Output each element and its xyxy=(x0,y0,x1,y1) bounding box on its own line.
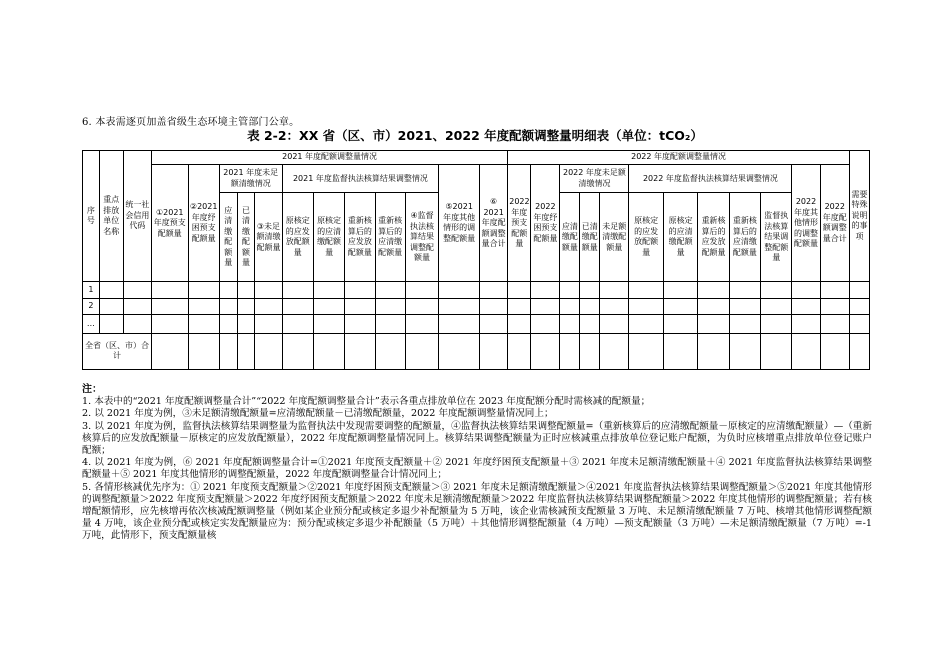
header-credit-code: 统一社会信用代码 xyxy=(123,151,151,282)
row-number: … xyxy=(83,315,100,334)
header-2022-other: 2022 年度其他情形的调整配额量 xyxy=(792,165,820,282)
header-2021-payable: 应清缴配额量 xyxy=(219,193,237,282)
header-2021-orig-pay: 原核定的应清缴配额量 xyxy=(313,193,344,282)
note-4: 4. 以 2021 年度为例，⑥ 2021 年度配额调整量合计=①2021 年度预支配额量＋② 2021 年度纾困预支配额量＋③ 2021 年度未足额清缴配额量＋④ 2021 年度监督执法核算结果调整配额量＋⑤ 2021 年度其他情形的调整配额量，2022 年度配额调整量合计情况同上； xyxy=(82,457,872,481)
note-1: 1. 本表中的“2021 年度配额调整量合计”“2022 年度配额调整量合计”表示各重点排放单位在 2023 年度配额分配时需核减的配额量； xyxy=(82,396,651,408)
table-row xyxy=(83,298,870,315)
header-2022-orig-pay: 原核定的应清缴配额量 xyxy=(663,193,697,282)
notes-section xyxy=(82,384,872,543)
row-number: 2 xyxy=(83,298,100,315)
table-row xyxy=(83,282,870,299)
header-2022-total: 2022 年度配额调整量合计 xyxy=(820,165,849,282)
header-2021-audit-group: 2021 年度监督执法核算结果调整情况 xyxy=(282,165,439,193)
header-2022-orig-issue: 原核定的应发放配额量 xyxy=(629,193,663,282)
header-2022-new-issue: 重新核算后的应发放配额量 xyxy=(698,193,729,282)
header-2021-relief: ②2021 年度纾困预支配额量 xyxy=(188,165,219,282)
header-2022-prepaid: 2022 年度预支配额量 xyxy=(508,165,531,282)
header-2021-new-issue: 重新核算后的应发放配额量 xyxy=(345,193,375,282)
header-2021-new-pay: 重新核算后的应清缴配额量 xyxy=(375,193,405,282)
header-2021-paid: 已清缴配额量 xyxy=(237,193,255,282)
header-group-2022: 2022 年度配额调整量情况 xyxy=(508,151,850,165)
note-2: 2. 以 2021 年度为例，③未足额清缴配额量=应清缴配额量－已清缴配额量，2022 年度配额调整量情况同上； xyxy=(82,408,554,420)
header-2021-total: ⑥ 2021 年度配额调整量合计 xyxy=(480,165,508,282)
note-5: 5. 各情形核减优先序为：① 2021 年度预支配额量＞②2021 年度纾困预支配额量＞③ 2021 年度未足额清缴配额量＞④2021 年度监督执法核算结果调整配额量＞⑤2021 年度其他情形的调整配额量＞2022 年度预支配额量＞2022 年度纾困预支配额量＞2022 年度未足额清缴配额量＞2022 年度监督执法核算结果调整配额量＞2022 年度其他情形的调整配额量；若有核增配额情形，应先核增再依次核减配额调整量（例如某企业预分配或核定多退少补配额量为 5 万吨，该企业需核减预支配额量 3 万吨、未足额清缴配额量 7 万吨、核增其他情形调整配额量 4 万吨，该企业预分配或核定实发配额量应为：预分配或核定多退少补配额量（5 万吨）＋其他情形调整配额量（4 万吨）—预支配额量（3 万吨）—未足额清缴配额量（7 万吨）=-1 万吨，此情形下，预支配额量核 xyxy=(82,481,872,542)
table-row xyxy=(83,315,870,334)
header-2022-paid: 已清缴配额量 xyxy=(580,193,600,282)
header-2022-unpaid: 未足额清缴配额量 xyxy=(600,193,629,282)
header-group-2021: 2021 年度配额调整量情况 xyxy=(151,151,507,165)
header-2021-audit-adjust: ④监督执法核算结果调整配额量 xyxy=(405,193,438,282)
header-seq: 序号 xyxy=(83,151,100,282)
header-2021-orig-issue: 原核定的应发放配额量 xyxy=(282,193,313,282)
header-2022-relief: 2022 年度纾困预支配额量 xyxy=(531,165,560,282)
header-2021-prepaid: ①2021 年度预支配额量 xyxy=(151,165,188,282)
top-note: 6. 本表需逐页加盖省级生态环境主管部门公章。 xyxy=(82,117,300,128)
header-2022-new-pay: 重新核算后的应清缴配额量 xyxy=(729,193,760,282)
header-2022-audit-group: 2022 年度监督执法核算结果调整情况 xyxy=(629,165,792,193)
header-unit-name: 重点排放单位名称 xyxy=(99,151,123,282)
header-2022-audit-adjust: 监督执法核算结果调整配额量 xyxy=(761,193,792,282)
notes-title: 注： xyxy=(82,384,102,395)
total-label: 全省（区、市）合计 xyxy=(83,333,152,369)
header-2022-unpaid-group: 2022 年度未足额清缴情况 xyxy=(560,165,629,193)
header-2021-unpaid-group: 2021 年度未足额清缴情况 xyxy=(219,165,282,193)
header-remarks: 需要特殊说明的事项 xyxy=(849,151,869,282)
row-number: 1 xyxy=(83,282,100,299)
header-2022-payable: 应清缴配额量 xyxy=(560,193,580,282)
quota-adjustment-table xyxy=(82,150,870,370)
table-title: 表 2-2：XX 省（区、市）2021、2022 年度配额调整量明细表（单位：tCO₂） xyxy=(247,128,703,143)
note-3: 3. 以 2021 年度为例，监督执法核算结果调整量为监督执法中发现需要调整的配额量，④监督执法核算结果调整配额量=（重新核算后的应清缴配额量－原核定的应清缴配额量）—（重新核算后的应发放配额量－原核定的应发放配额量），2022 年度配额调整量情况同上。核算结果调整配额量为正时应核减重点排放单位登记账户配额，为负时应核增重点排放单位登记账户配额； xyxy=(82,420,872,457)
header-2021-other: ⑤2021 年度其他情形的调整配额量 xyxy=(439,165,480,282)
total-row xyxy=(83,333,870,369)
header-2021-unpaid: ③未足额清缴配额量 xyxy=(255,193,282,282)
